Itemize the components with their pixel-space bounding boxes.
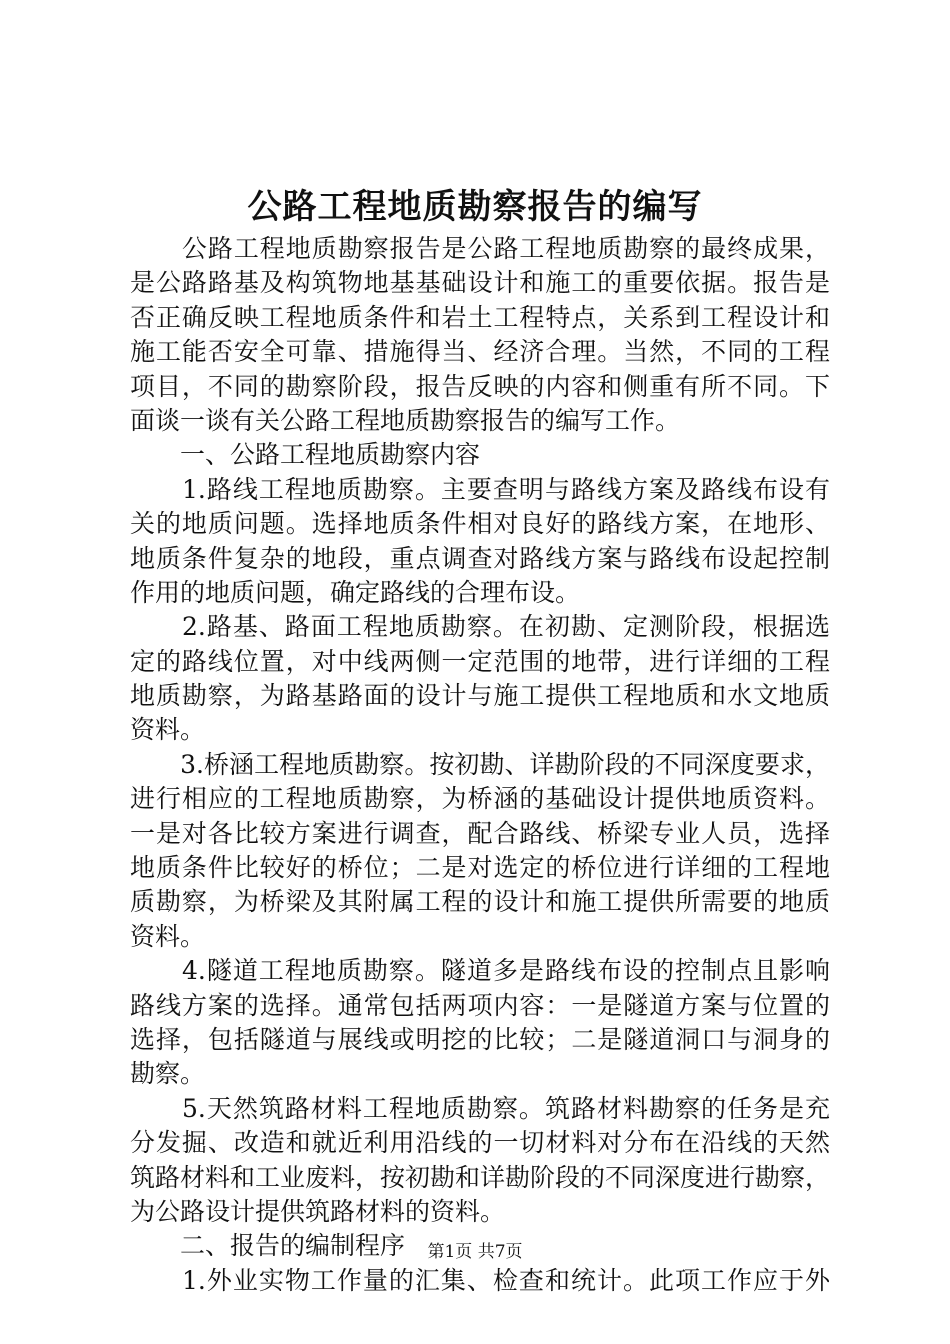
body-line: 项目，不同的勘察阶段，报告反映的内容和侧重有所不同。下 [130,371,830,401]
body-line: 作用的地质问题，确定路线的合理布设。 [130,577,581,607]
body-line: 地质勘察，为路基路面的设计与施工提供工程地质和水文地质 [130,681,830,711]
body-line: 公路工程地质勘察报告是公路工程地质勘察的最终成果， [130,234,830,263]
body-line: 1.外业实物工作量的汇集、检查和统计。此项工作应于外 [130,1265,830,1295]
body-line: 2.路基、路面工程地质勘察。在初勘、定测阶段，根据选 [130,612,830,642]
body-line: 质勘察，为桥梁及其附属工程的设计和施工提供所需要的地质 [130,887,830,917]
body-line: 5.天然筑路材料工程地质勘察。筑路材料勘察的任务是充 [130,1093,830,1123]
document-body [130,232,830,1298]
body-line: 进行相应的工程地质勘察，为桥涵的基础设计提供地质资料。 [130,784,830,814]
body-line: 分发掘、改造和就近利用沿线的一切材料对分布在沿线的天然 [130,1128,830,1158]
body-line: 定的路线位置，对中线两侧一定范围的地带，进行详细的工程 [130,646,830,676]
body-line: 否正确反映工程地质条件和岩土工程特点，关系到工程设计和 [130,302,830,332]
body-line: 二、报告的编制程序 [130,1231,406,1261]
body-line: 一、公路工程地质勘察内容 [130,440,481,470]
page-footer: 第1页 共7页 [427,1242,523,1262]
body-line: 面谈一谈有关公路工程地质勘察报告的编写工作。 [130,405,681,435]
body-line: 施工能否安全可靠、措施得当、经济合理。当然，不同的工程 [130,337,830,367]
body-line: 资料。 [130,715,206,745]
body-line: 是公路路基及构筑物地基基础设计和施工的重要依据。报告是 [130,268,830,298]
body-line: 筑路材料和工业废料，按初勘和详勘阶段的不同深度进行勘察， [130,1162,830,1192]
body-line: 为公路设计提供筑路材料的资料。 [130,1196,506,1226]
body-line: 路线方案的选择。通常包括两项内容：一是隧道方案与位置的 [130,990,830,1020]
body-line: 1.路线工程地质勘察。主要查明与路线方案及路线布设有 [130,474,830,504]
body-line: 地质条件复杂的地段，重点调查对路线方案与路线布设起控制 [130,543,830,573]
body-line: 3.桥涵工程地质勘察。按初勘、详勘阶段的不同深度要求， [130,749,830,779]
body-line: 4.隧道工程地质勘察。隧道多是路线布设的控制点且影响 [130,956,830,986]
body-line: 选择，包括隧道与展线或明挖的比较；二是隧道洞口与洞身的 [130,1024,830,1054]
body-line: 地质条件比较好的桥位；二是对选定的桥位进行详细的工程地 [130,853,830,883]
body-line: 勘察。 [130,1059,206,1089]
body-line: 一是对各比较方案进行调查，配合路线、桥梁专业人员，选择 [130,818,830,848]
body-line: 资料。 [130,921,206,951]
body-line: 关的地质问题。选择地质条件相对良好的路线方案，在地形、 [130,509,830,539]
document-title: 公路工程地质勘察报告的编写 [247,187,703,227]
